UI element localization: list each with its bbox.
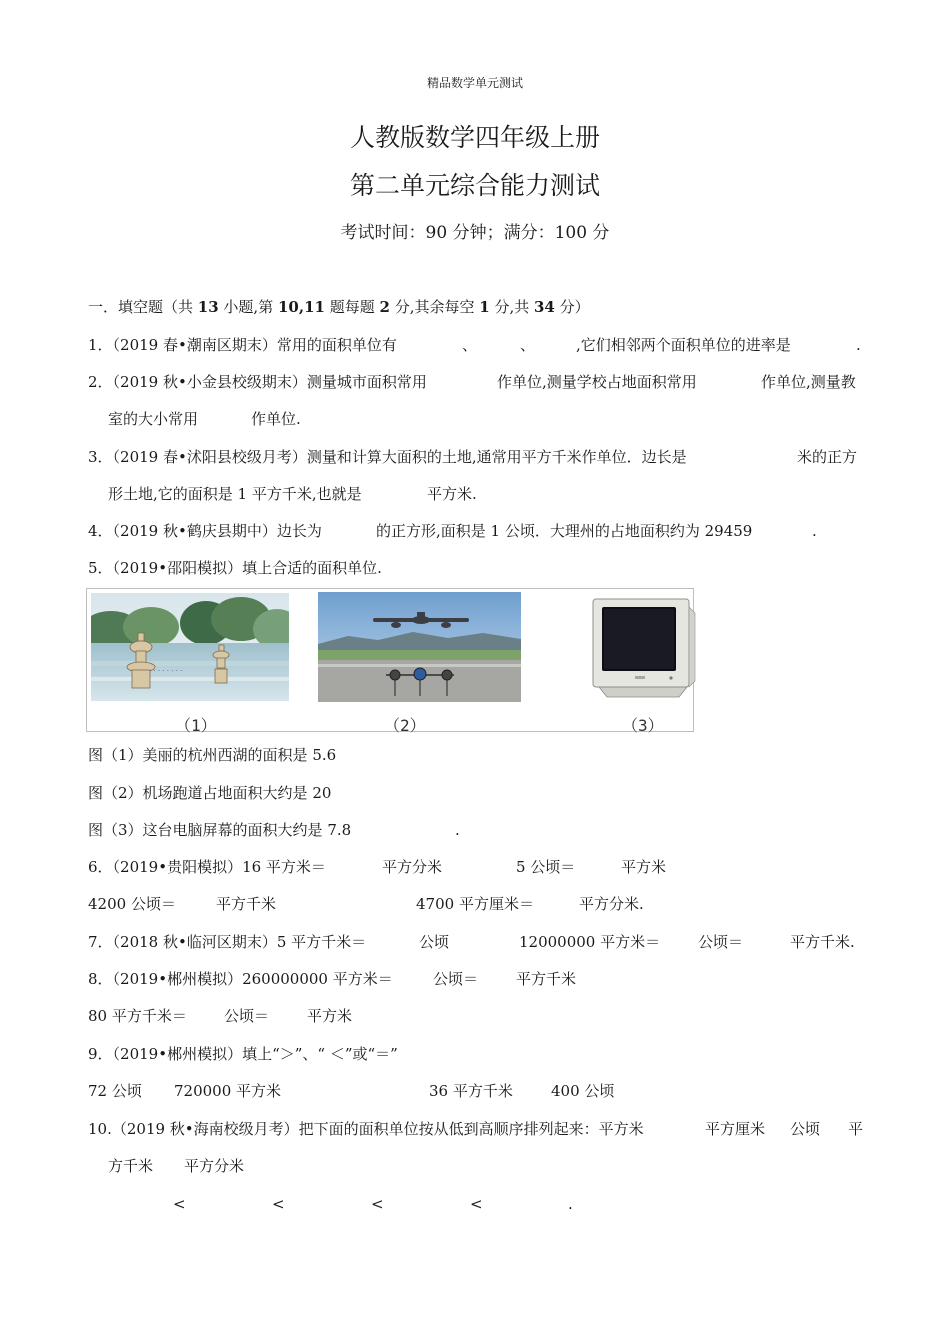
q6-text: 平方分米 [382,858,443,876]
q1-text: 1．（2019 春•潮南区期末）常用的面积单位有 [88,336,397,354]
q9-text: 72 公顷 [88,1082,142,1100]
q6-text: 4700 平方厘米＝ [416,895,534,913]
q6-text: 4200 公顷＝ [88,895,176,913]
q10-text: 平方厘米 [705,1120,766,1138]
figure-panel [86,588,694,735]
q7-text: 公顷 [419,933,450,951]
q2-text: 作单位,测量教 [761,373,856,391]
section-text: 分） [554,298,590,316]
exam-info: 考试时间：90 分钟；满分：100 分 [340,223,610,243]
computer-monitor-image [587,597,697,701]
q8-text: 公顷＝ [224,1007,270,1025]
q2-text: 作单位,测量学校占地面积常用 [497,373,697,391]
q9-text: 720000 平方米 [174,1082,282,1100]
airport-runway-image [318,592,521,702]
q7-text: 公顷＝ [698,933,744,951]
q5-text: 5．（2019•邵阳模拟）填上合适的面积单位. [88,559,382,577]
q6-text: 平方千米 [216,895,277,913]
west-lake-image [91,593,289,701]
q10-text: 10.（2019 秋•海南校级月考）把下面的面积单位按从低到高顺序排列起来：平方米 [88,1120,644,1138]
q7-text: 平方千米. [790,933,855,951]
q9-text: 36 平方千米 [429,1082,513,1100]
q10-less-than: < [272,1195,285,1213]
q2-text: 作单位. [251,410,301,428]
running-head: 精品数学单元测试 [426,76,523,90]
q5-part-3-end: . [455,821,460,839]
q4-text: 的正方形,面积是 1 公顷．大理州的占地面积约为 29459 [376,522,753,540]
q8-text: 平方千米 [516,970,577,988]
figure-caption-1: （1） [175,716,217,735]
q6-text: 6．（2019•贵阳模拟）16 平方米＝ [88,858,326,876]
q10-text: 方千米 [108,1157,154,1175]
section-bold: 13 [197,298,219,316]
q10-text: 平 [848,1120,864,1138]
q2-text: 2．（2019 秋•小金县校级期末）测量城市面积常用 [88,373,427,391]
q8-text: 80 平方千米＝ [88,1007,187,1025]
q6-text: 平方米 [621,858,667,876]
q10-text: 公顷 [790,1120,821,1138]
section-text: 一．填空题（共 [88,298,198,316]
q1-text: 、 [520,336,536,354]
q9-text: 400 公顷 [551,1082,615,1100]
q9-text: 9．（2019•郴州模拟）填上“＞”、“ ＜”或“＝” [88,1045,398,1063]
q7-text: 7．（2018 秋•临河区期末）5 平方千米＝ [88,933,367,951]
q2-text: 室的大小常用 [108,410,199,428]
q3-text: 形土地,它的面积是 1 平方千米,也就是 [108,485,362,503]
q5-part-1: 图（1）美丽的杭州西湖的面积是 5.6 [88,746,337,764]
q4-text: . [812,522,817,540]
section-text: 分,其余每空 [389,298,480,316]
q3-text: 3．（2019 春•沭阳县校级月考）测量和计算大面积的土地,通常用平方千米作单位．边长是 [88,448,687,466]
title-line-1: 人教版数学四年级上册 [349,123,600,152]
q5-part-3: 图（3）这台电脑屏幕的面积大约是 7.8 [88,821,352,839]
section-text: 分,共 [489,298,534,316]
section-bold: 34 [534,298,555,316]
q8-text: 8．（2019•郴州模拟）260000000 平方米＝ [88,970,393,988]
title-line-2: 第二单元综合能力测试 [349,171,600,200]
section-bold: 2 [379,298,390,316]
section-text: 小题,第 [218,298,278,316]
q7-text: 12000000 平方米＝ [519,933,661,951]
q10-text: 平方分米 [184,1157,245,1175]
section-bold: 1 [479,298,490,316]
q8-text: 平方米 [307,1007,353,1025]
q10-less-than: < [470,1195,483,1213]
q3-text: 平方米. [427,485,477,503]
q6-text: 5 公顷＝ [516,858,576,876]
figure-caption-2: （2） [384,716,426,735]
section-text: 题每题 [324,298,380,316]
section-heading [88,297,590,317]
q10-end: . [568,1195,573,1213]
svg-text:· · · · · · · ·: · · · · · · · · [149,667,183,675]
q1-text: . [856,336,861,354]
q1-text: ,它们相邻两个面积单位的进率是 [576,336,791,354]
q4-text: 4．（2019 秋•鹤庆县期中）边长为 [88,522,322,540]
figure-caption-3: （3） [622,716,664,735]
q3-text: 米的正方 [797,448,858,466]
q10-less-than: < [371,1195,384,1213]
q1-text: 、 [462,336,478,354]
q6-text: 平方分米. [579,895,644,913]
q5-part-2: 图（2）机场跑道占地面积大约是 20 [88,784,332,802]
q10-less-than: < [173,1195,186,1213]
q8-text: 公顷＝ [433,970,479,988]
section-bold: 10,11 [277,298,325,316]
